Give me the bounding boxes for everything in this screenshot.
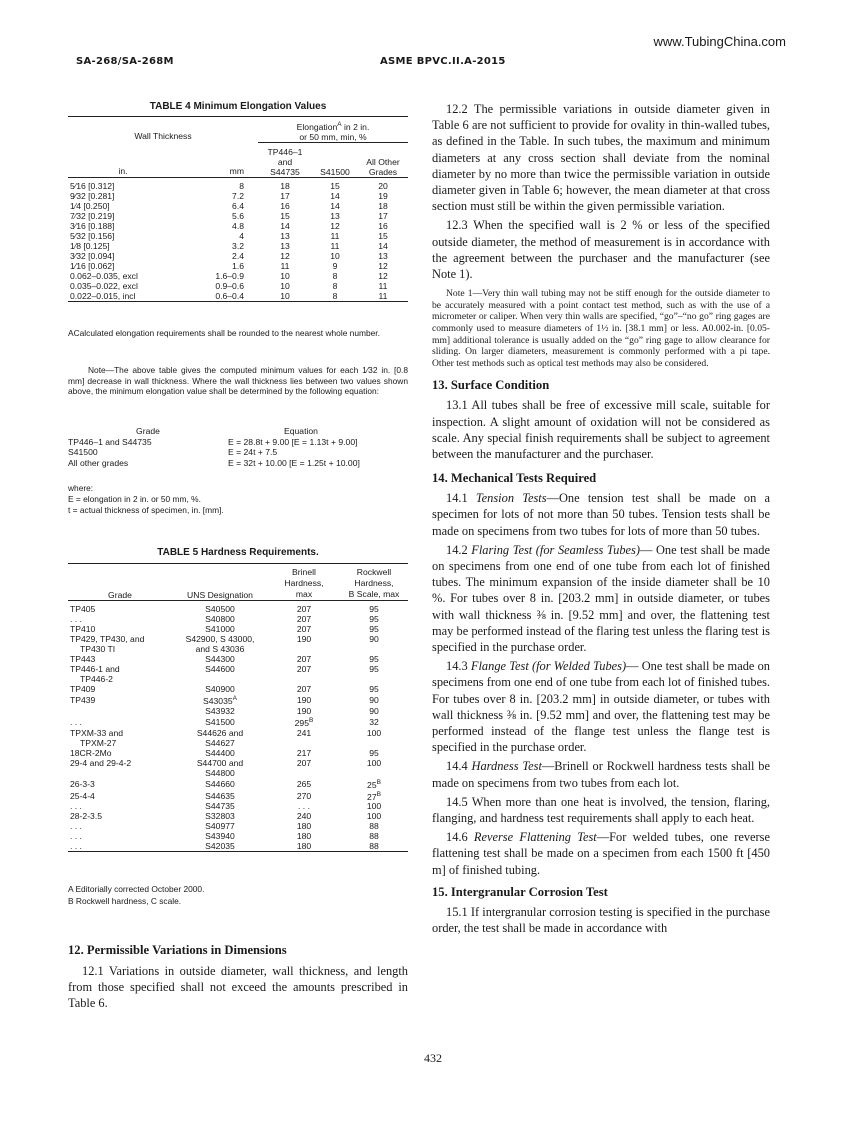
table-cell: 0.6–0.4: [215, 290, 244, 301]
table-row: [68, 716, 408, 728]
table-cell: 95: [369, 747, 379, 758]
table-row: [68, 221, 408, 231]
table4-footnote-a: ACalculated elongation requirements shall be rounded to the nearest whole number.: [68, 328, 380, 338]
where-label: where:: [68, 483, 94, 493]
table-cell: 100: [366, 801, 382, 812]
para-14-5: 14.5 When more than one heat is involved, the tension, flaring, flanging, and hardness test requirements shall apply to each heat.: [432, 794, 770, 826]
table-cell: 90: [369, 634, 379, 644]
table-cell: 32: [369, 716, 379, 727]
table-cell: 207: [296, 757, 312, 768]
table-row: [68, 644, 408, 654]
table-cell: 88: [369, 821, 379, 832]
table-row: [68, 758, 408, 768]
col-other: All Other Grades: [366, 156, 400, 177]
table-cell: TP430 TI: [80, 644, 116, 654]
equation-formula: E = 28.8t + 9.00 [E = 1.13t + 9.00]: [228, 436, 358, 447]
table-row: [68, 231, 408, 241]
table-cell: S43932: [205, 705, 235, 716]
table-cell: . . .: [70, 821, 82, 832]
table-cell: 10: [280, 280, 290, 291]
table-cell: 180: [296, 841, 312, 852]
table-cell: 29-4 and 29-4-2: [70, 757, 132, 768]
table-cell: 11: [330, 230, 340, 241]
table-cell: 15: [280, 210, 290, 221]
table-cell: 8: [332, 280, 338, 291]
col-tp446: TP446–1 and S44735: [267, 146, 303, 177]
table-cell: 26-3-3: [70, 778, 95, 789]
table4-body: [68, 177, 408, 301]
table-row: [68, 674, 408, 684]
table-row: [68, 664, 408, 674]
equation-formula: E = 24t + 7.5: [228, 447, 278, 457]
para-14-1: 14.1 Tension Tests—One tension test shall be made on a specimen for lots of not more than 50 tubes. Tension tests shall be made on specimens from two tubes for lots of more than 50 tubes.: [432, 491, 770, 538]
table-row: [68, 831, 408, 841]
table-cell: and S 43036: [195, 644, 245, 654]
para-12-2: 12.2 The permissible variations in outside diameter given in Table 6 are not sufficient to provide for ovality in thin-walled tubes, as defined in the Table. In such tubes, the maximum and minimum diameters at any cross section shall deviate from the nominal diameter by no more than twice the permissible variation in outside diameter given in Table 6; however, the mean diameter at that cross section must still be within the given permissible variation.: [432, 102, 770, 214]
section-15-heading: 15. Intergranular Corrosion Test: [432, 884, 608, 899]
table-cell: S40900: [205, 684, 235, 694]
table-cell: 100: [366, 727, 382, 738]
equation-grade: All other grades: [68, 457, 129, 468]
right-column: [432, 101, 770, 936]
table-cell: S44626 and: [196, 727, 244, 738]
table4: [68, 116, 408, 302]
table-cell: TP439: [70, 694, 96, 705]
table-cell: 16: [378, 220, 388, 231]
table-cell: TP405: [70, 604, 96, 614]
equation-formula: E = 32t + 10.00 [E = 1.25t + 10.00]: [228, 457, 360, 468]
table-cell: 6.4: [232, 200, 244, 211]
table-row: [68, 261, 408, 271]
table-row: [68, 778, 408, 790]
table-cell: 1.6–0.9: [215, 270, 244, 281]
table-cell: 8: [332, 290, 338, 301]
table-cell: 9⁄32 [0.281]: [70, 190, 115, 201]
equation-row: [68, 437, 408, 448]
table-cell: 13: [330, 210, 340, 221]
table-row: [68, 211, 408, 221]
table-cell: [172, 674, 268, 684]
table-cell: 15: [378, 230, 388, 241]
table-cell: S44800: [205, 767, 235, 778]
note-1: Note 1—Very thin wall tubing may not be stiff enough for the outside diameter to be accurately measured with a point contact test method, such as with the use of a micrometer or caliper. When very thin walls are specified, “go”–“no go” ring gages are commonly used to measure diameters of 1½ in. [38.1 mm] or less. A0.002-in. [0.05-mm] additional tolerance is usually added on the “go” ring gage to allow clearance for sliding. On larger diameters, measurement is commonly performed with a pi tape. Other test methods such as optical test methods may also be considered.: [432, 288, 770, 369]
table-cell: . . .: [70, 801, 82, 812]
where-t: t = actual thickness of specimen, in. [mm].: [68, 505, 224, 515]
table-cell: 180: [296, 831, 312, 842]
table-row: [68, 728, 408, 738]
table-cell: 12: [378, 270, 388, 281]
table-cell: [268, 644, 340, 654]
table-cell: 5⁄16 [0.312]: [70, 180, 115, 191]
table-cell: 1⁄8 [0.125]: [70, 240, 110, 251]
table-cell: 13: [280, 240, 290, 251]
table-cell: 12: [280, 250, 290, 261]
table-cell: 207: [296, 604, 312, 614]
table-cell: 8: [239, 180, 244, 191]
table-row: [68, 291, 408, 302]
table-cell: $S43035^A$: [203, 695, 237, 706]
table-cell: 13: [378, 250, 388, 261]
table-cell: . . .: [70, 841, 82, 852]
col-in: in.: [118, 165, 128, 176]
table-cell: S41500: [205, 716, 235, 727]
table-cell: 207: [296, 614, 312, 624]
table-cell: TP409: [70, 684, 96, 694]
table-cell: 0.022–0.015, incl: [70, 290, 136, 301]
section-13-heading: 13. Surface Condition: [432, 378, 550, 393]
t5-col-grade: Grade: [108, 590, 132, 600]
table-cell: 9: [332, 260, 338, 271]
table-row: [68, 271, 408, 281]
section-14-heading: 14. Mechanical Tests Required: [432, 471, 597, 486]
table-cell: S44735: [205, 801, 235, 812]
table-cell: S32803: [205, 811, 235, 822]
table-cell: 95: [369, 654, 379, 664]
table-row: [68, 748, 408, 758]
table-cell: $295^B$: [294, 716, 314, 728]
table-cell: 95: [369, 684, 379, 694]
table-row: [68, 801, 408, 811]
table-cell: 0.062–0.035, excl: [70, 270, 138, 281]
para-15-1: 15.1 If intergranular corrosion testing is specified in the purchase order, the test shall be made in accordance with: [432, 904, 770, 936]
table-cell: 270: [296, 790, 312, 801]
table-cell: 28-2-3.5: [70, 811, 103, 822]
table-cell: 8: [332, 270, 338, 281]
table-cell: $27^B$: [367, 790, 381, 802]
para-14-2: 14.2 Flaring Test (for Seamless Tubes)— One test shall be made on specimens from one end of one tube from each lot of finished tubes. The minimum expansion of the inside diameter shall be 10 %. For tubes over 8 in. [203.2 mm] in outside diameter, or tubes with wall thickness ⅜ in. [9.52 mm] and over, the flattening test may be performed instead of the flaring test unless the flaring test is specified in the purchase order.: [432, 542, 771, 655]
table-cell: 14: [378, 240, 388, 251]
table-cell: S44660: [205, 778, 235, 789]
table-cell: . . .: [298, 801, 310, 812]
table5-footnote-b: B Rockwell hardness, C scale.: [68, 896, 182, 906]
table-cell: 5⁄32 [0.156]: [70, 230, 115, 241]
table-row: [68, 241, 408, 251]
table-cell: S40500: [205, 604, 235, 614]
table-cell: [68, 706, 172, 716]
table-cell: 14: [330, 200, 340, 211]
table-cell: [68, 768, 172, 778]
table-cell: TP446-1 and: [70, 664, 120, 674]
table-row: [68, 614, 408, 624]
section-12-heading: 12. Permissible Variations in Dimensions: [68, 943, 287, 957]
eq-grade-head: Grade: [136, 426, 160, 436]
table-cell: 0.035–0.022, excl: [70, 280, 138, 291]
table-cell: 17: [378, 210, 388, 221]
table-cell: [268, 738, 340, 748]
equation-row: [68, 458, 408, 469]
para-13-1: 13.1 All tubes shall be free of excessive mill scale, suitable for inspection. A slight amount of oxidation will not be considered as scale. Any special finish requirements shall be subject to agreement between the manufacturer and the purchaser.: [432, 398, 770, 461]
table-cell: 90: [369, 705, 379, 716]
table-cell: 95: [369, 604, 379, 614]
table-cell: 207: [296, 664, 312, 674]
table-cell: 20: [378, 180, 388, 191]
eq-equation-head: Equation: [284, 426, 318, 436]
col-s41500: S41500: [320, 166, 350, 177]
table-cell: 90: [369, 694, 379, 705]
table-cell: 13: [280, 230, 290, 241]
table-cell: TPXM-33 and: [70, 727, 124, 738]
table-cell: $25^B$: [367, 778, 381, 790]
table-cell: 180: [296, 821, 312, 832]
table-cell: 207: [296, 654, 312, 664]
table-cell: TP410: [70, 624, 96, 634]
para-12-1: 12.1 Variations in outside diameter, wall thickness, and length from those specified shall not exceed the amounts prescribed in Table 6.: [68, 964, 408, 1011]
table-cell: 14: [280, 220, 290, 231]
table-cell: [268, 768, 340, 778]
table-cell: [268, 674, 340, 684]
table-cell: S44400: [205, 747, 235, 758]
para-12-3: 12.3 When the specified wall is 2 % or less of the specified outside diameter, the method of measurement is in accordance with the agreement between the purchaser and the manufacturer (see Note 1).: [432, 218, 770, 282]
table-cell: S44627: [205, 737, 235, 748]
table-row: [68, 684, 408, 694]
equation-grade: TP446–1 and S44735: [68, 436, 152, 447]
table-cell: TP429, TP430, and: [70, 634, 145, 644]
table-cell: 11: [330, 240, 340, 251]
table-cell: S40800: [205, 614, 235, 624]
para-14-6: 14.6 Reverse Flattening Test—For welded tubes, one reverse flattening test shall be made on a specimen from each 1500 ft [450 m] of finished tubing.: [432, 830, 770, 877]
table-cell: 10: [280, 270, 290, 281]
table-cell: 241: [296, 727, 312, 738]
table-cell: S44700 and: [196, 757, 244, 768]
table4-note: Note—The above table gives the computed minimum values for each 1⁄32 in. [0.8 mm] decrease in wall thickness. Where the wall thickness lies between two values shown above, the minimum elongation value shall be determined by the following equation:: [68, 365, 408, 396]
table-cell: 95: [369, 614, 379, 624]
table-row: [68, 811, 408, 821]
equation-block: [68, 426, 408, 468]
table5: [68, 563, 408, 852]
table-cell: . . .: [70, 614, 82, 624]
table-cell: [340, 674, 408, 684]
table-cell: S44300: [205, 654, 235, 664]
table-cell: 12: [378, 260, 388, 271]
table-row: [68, 841, 408, 852]
table-cell: 190: [296, 694, 312, 705]
table-cell: 18: [378, 200, 388, 211]
table-row: [68, 251, 408, 261]
table-cell: S41000: [205, 624, 235, 634]
table-row: [68, 790, 408, 802]
table-row: [68, 694, 408, 706]
t5-col-rockwell: Rockwell Hardness, B Scale, max: [348, 567, 400, 599]
table-cell: S44600: [205, 664, 235, 674]
table-cell: 1.6: [232, 260, 244, 271]
table-cell: 10: [280, 290, 290, 301]
table-cell: 207: [296, 684, 312, 694]
table-cell: TP446-2: [80, 674, 113, 684]
table-cell: 15: [330, 180, 340, 191]
table-cell: 88: [369, 841, 379, 852]
where-e: E = elongation in 2 in. or 50 mm, %.: [68, 494, 201, 504]
table5-body: [68, 601, 408, 852]
table-row: [68, 706, 408, 716]
table-cell: 19: [378, 190, 388, 201]
table-cell: 265: [296, 778, 312, 789]
equation-row: [68, 447, 408, 458]
table-cell: 207: [296, 624, 312, 634]
table-row: [68, 768, 408, 778]
table5-footnote-a: A Editorially corrected October 2000.: [68, 884, 205, 894]
table-cell: 190: [296, 634, 312, 644]
table-cell: 14: [330, 190, 340, 201]
wall-thickness-header: Wall Thickness: [134, 131, 192, 142]
table5-title: TABLE 5 Hardness Requirements.: [157, 547, 319, 558]
table-cell: S42900, S 43000,: [185, 634, 255, 644]
table-cell: S40977: [205, 821, 235, 832]
table-cell: 100: [366, 811, 382, 822]
table-cell: [340, 768, 408, 778]
para-14-3: 14.3 Flange Test (for Welded Tubes)— One test shall be made on specimens from one end of one tube from each lot of finished tubes. For tubes over 8 in. [203.2 mm] in outside diameter, or tubes with wall thickness ⅜ in. [9.52 mm] and over, the flattening test may be performed instead of the flange test unless the flange test is specified in the purchase order.: [432, 659, 771, 755]
table-cell: 0.9–0.6: [215, 280, 244, 291]
website-url: www.TubingChina.com: [653, 34, 786, 49]
table-cell: 1⁄16 [0.062]: [70, 260, 115, 271]
t5-col-brinell: Brinell Hardness, max: [284, 567, 324, 599]
table-row: [68, 201, 408, 211]
table-row: [68, 177, 408, 191]
table-cell: 11: [378, 280, 388, 291]
t5-col-uns: UNS Designation: [187, 590, 253, 600]
table-cell: 25-4-4: [70, 790, 95, 801]
col-mm: mm: [229, 165, 244, 176]
table-cell: 7⁄32 [0.219]: [70, 210, 115, 221]
para-14-4: 14.4 Hardness Test—Brinell or Rockwell hardness tests shall be made on specimens from two tubes from each lot.: [432, 759, 770, 790]
table-cell: 4: [239, 230, 244, 241]
table-cell: 190: [296, 705, 312, 716]
table-cell: [340, 644, 408, 654]
table-row: [68, 601, 408, 615]
table-cell: 100: [366, 757, 382, 768]
table-cell: 18CR-2Mo: [70, 747, 112, 758]
table-cell: 88: [369, 831, 379, 842]
table-cell: [340, 738, 408, 748]
table-cell: 16: [280, 200, 290, 211]
table-cell: . . .: [70, 831, 82, 842]
table-cell: 240: [296, 811, 312, 822]
table-cell: 2.4: [232, 250, 244, 261]
elongation-header: Elongation$^A$ in 2 in. or 50 mm, min, %: [258, 117, 408, 143]
table-cell: TP443: [70, 654, 96, 664]
table-cell: S44635: [205, 790, 235, 801]
table-cell: 10: [330, 250, 340, 261]
table-row: [68, 634, 408, 644]
table-row: [68, 654, 408, 664]
table-cell: S43940: [205, 831, 235, 842]
table-cell: 95: [369, 664, 379, 674]
table-cell: . . .: [70, 716, 82, 727]
table-cell: 95: [369, 624, 379, 634]
table-cell: 3⁄16 [0.188]: [70, 220, 115, 231]
code-edition: ASME BPVC.II.A-2015: [380, 56, 506, 67]
table-row: [68, 281, 408, 291]
table-cell: 1⁄4 [0.250]: [70, 200, 110, 211]
table-row: [68, 624, 408, 634]
table-cell: 4.8: [232, 220, 244, 231]
table-cell: 7.2: [232, 190, 244, 201]
table-cell: 3⁄32 [0.094]: [70, 250, 115, 261]
table-cell: 17: [280, 190, 290, 201]
equation-grade: S41500: [68, 447, 98, 457]
table-cell: S42035: [205, 841, 235, 852]
table-row: [68, 191, 408, 201]
table4-title: TABLE 4 Minimum Elongation Values: [149, 101, 327, 112]
table-cell: 217: [296, 747, 312, 758]
table-cell: 3.2: [232, 240, 244, 251]
table-cell: 11: [280, 260, 290, 271]
table-cell: TPXM-27: [80, 737, 117, 748]
table-cell: 11: [378, 290, 388, 301]
table-cell: 5.6: [232, 210, 244, 221]
standard-number: SA-268/SA-268M: [76, 56, 174, 67]
table-cell: 18: [280, 180, 290, 191]
table-row: [68, 738, 408, 748]
table-row: [68, 821, 408, 831]
page-number: 432: [424, 1051, 442, 1065]
table-cell: 12: [330, 220, 340, 231]
